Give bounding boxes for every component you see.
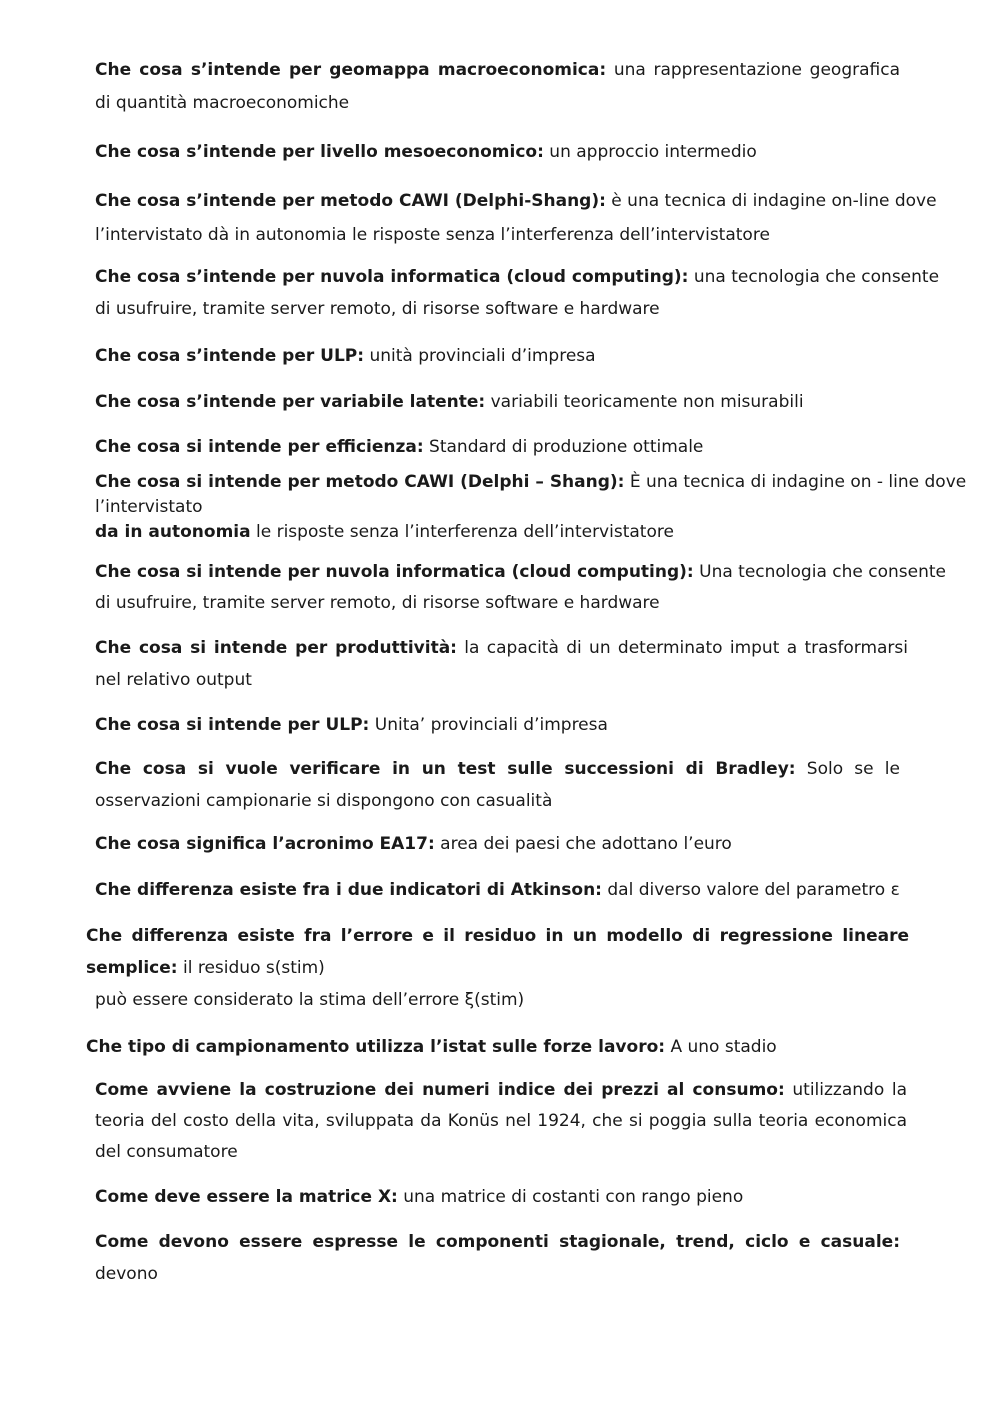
question: Che cosa si intende per produttività:: [95, 638, 457, 658]
answer: È una tecnica di indagine on - line dove: [624, 472, 967, 492]
answer-continued: di usufruire, tramite server remoto, di risorse software e hardware: [95, 593, 660, 613]
entry-efficienza: [95, 431, 900, 463]
entry-ea17: [95, 828, 900, 860]
answer-continued: può essere considerato la stima dell’errore ξ(stim): [95, 990, 525, 1010]
entry-campionamento: [86, 1031, 900, 1063]
entry-errore-residuo: [86, 920, 909, 1016]
answer: una matrice di costanti con rango pieno: [397, 1187, 744, 1207]
entry-produttivita: [95, 632, 908, 696]
question: Che differenza esiste fra l’errore e il residuo in un modello di regressione lineare semplice:: [86, 926, 909, 978]
answer: variabili teoricamente non misurabili: [485, 392, 804, 412]
entry-geomappa: [95, 54, 900, 120]
entry-mesoeconomico: [95, 136, 900, 168]
answer: Solo se le osservazioni campionarie si dispongono con casualità: [95, 759, 900, 811]
question: Che cosa si intende per ULP:: [95, 715, 370, 735]
answer: unità provinciali d’impresa: [364, 346, 596, 366]
entry-cawi-1: [95, 184, 937, 252]
answer: utilizzando la teoria del costo della vita, sviluppata da Konüs nel 1924, che si poggia sulla teoria economica del consumatore: [95, 1080, 907, 1162]
entry-variabile-latente: [95, 386, 900, 418]
answer: Una tecnologia che consente: [693, 562, 946, 582]
answer: devono: [95, 1264, 158, 1284]
question: Che cosa si vuole verificare in un test sulle successioni di Bradley:: [95, 759, 796, 779]
question: Che cosa s’intende per livello mesoeconomico:: [95, 142, 544, 162]
question: Che cosa si intende per nuvola informatica (cloud computing):: [95, 562, 694, 582]
question: Che cosa significa l’acronimo EA17:: [95, 834, 435, 854]
answer: Standard di produzione ottimale: [423, 437, 704, 457]
question: Che cosa s’intende per ULP:: [95, 346, 365, 366]
entry-cawi-2: [95, 470, 967, 545]
question: Come devono essere espresse le componenti stagionale, trend, ciclo e casuale:: [95, 1232, 900, 1252]
answer: il residuo s(stim): [177, 958, 325, 978]
question: Che cosa si intende per efficienza:: [95, 437, 424, 457]
entry-componenti: [95, 1226, 900, 1290]
answer-continued: di usufruire, tramite server remoto, di risorse software e hardware: [95, 299, 660, 319]
question: Che cosa s’intende per nuvola informatica (cloud computing):: [95, 267, 689, 287]
entry-atkinson: [95, 874, 900, 906]
entry-ulp-1: [95, 340, 900, 372]
answer: è una tecnica di indagine on-line dove: [605, 191, 937, 211]
question: Che cosa s’intende per geomappa macroeconomica:: [95, 60, 607, 80]
answer: area dei paesi che adottano l’euro: [434, 834, 732, 854]
question: Che tipo di campionamento utilizza l’istat sulle forze lavoro:: [86, 1037, 666, 1057]
entry-cloud-1: [95, 261, 940, 325]
question: Come deve essere la matrice X:: [95, 1187, 398, 1207]
answer: un approccio intermedio: [543, 142, 757, 162]
question: Che cosa si intende per metodo CAWI (Delphi – Shang):: [95, 472, 625, 492]
entry-ulp-2: [95, 709, 900, 741]
question: Che differenza esiste fra i due indicatori di Atkinson:: [95, 880, 602, 900]
bold-phrase: da in autonomia: [95, 522, 251, 542]
answer: Unita’ provinciali d’impresa: [369, 715, 608, 735]
answer: una rappresentazione geografica di quantità macroeconomiche: [95, 60, 900, 113]
answer: dal diverso valore del parametro ε: [601, 880, 900, 900]
answer: una tecnologia che consente: [688, 267, 940, 287]
answer: la capacità di un determinato imput a trasformarsi nel relativo output: [95, 638, 908, 690]
entry-bradley: [95, 753, 900, 817]
answer-continued: l’intervistato: [95, 497, 203, 517]
entry-matrice-x: [95, 1181, 900, 1213]
entry-cloud-2: [95, 557, 946, 619]
entry-numeri-indice: [95, 1075, 907, 1168]
question: Che cosa s’intende per metodo CAWI (Delphi-Shang):: [95, 191, 606, 211]
entry-errore-residuo-main: [86, 920, 909, 984]
answer-continued: l’intervistato dà in autonomia le risposte senza l’interferenza dell’intervistatore: [95, 225, 770, 245]
answer: A uno stadio: [665, 1037, 777, 1057]
answer-end: le risposte senza l’interferenza dell’intervistatore: [250, 522, 674, 542]
question: Che cosa s’intende per variabile latente:: [95, 392, 486, 412]
question: Come avviene la costruzione dei numeri indice dei prezzi al consumo:: [95, 1080, 785, 1100]
